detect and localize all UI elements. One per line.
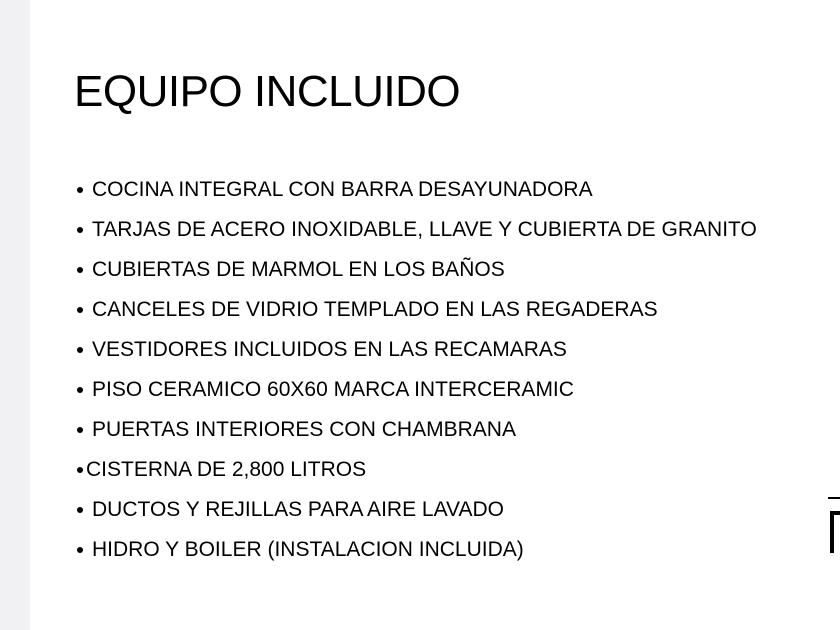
list-item-text: DUCTOS Y REJILLAS PARA AIRE LAVADO — [92, 498, 504, 521]
list-item-text: COCINA INTEGRAL CON BARRA DESAYUNADORA — [92, 178, 593, 201]
bullet-icon — [77, 467, 83, 473]
bullet-icon — [77, 547, 83, 553]
list-item-text: HIDRO Y BOILER (INSTALACION INCLUIDA) — [92, 538, 524, 561]
list-item-text: PUERTAS INTERIORES CON CHAMBRANA — [92, 418, 516, 441]
bullet-icon — [77, 227, 83, 233]
list-item-text: CANCELES DE VIDRIO TEMPLADO EN LAS REGADERAS — [92, 298, 658, 321]
bullet-icon — [77, 267, 83, 273]
bullet-icon — [77, 507, 83, 513]
list-item — [74, 330, 757, 370]
list-item-text: CISTERNA DE 2,800 LITROS — [86, 458, 367, 481]
cropped-logo-mark — [826, 497, 840, 557]
bullet-icon — [77, 187, 83, 193]
list-item-text: VESTIDORES INCLUIDOS EN LAS RECAMARAS — [92, 338, 567, 361]
list-item — [74, 410, 757, 450]
slide-title: EQUIPO INCLUIDO — [74, 67, 461, 116]
list-item — [74, 290, 757, 330]
list-item — [74, 250, 757, 290]
viewer-left-margin — [0, 0, 30, 630]
list-item — [74, 530, 757, 570]
bullet-icon — [77, 427, 83, 433]
list-item — [74, 490, 757, 530]
list-item — [74, 170, 757, 210]
bullet-icon — [77, 387, 83, 393]
bullet-icon — [77, 347, 83, 353]
list-item — [74, 210, 757, 250]
list-item-text: CUBIERTAS DE MARMOL EN LOS BAÑOS — [92, 258, 505, 281]
list-item-text: TARJAS DE ACERO INOXIDABLE, LLAVE Y CUBIERTA DE GRANITO — [92, 218, 757, 241]
list-item — [74, 370, 757, 410]
equipment-list — [74, 170, 757, 570]
bullet-icon — [77, 307, 83, 313]
list-item-text: PISO CERAMICO 60X60 MARCA INTERCERAMIC — [92, 378, 574, 401]
list-item — [74, 450, 757, 490]
